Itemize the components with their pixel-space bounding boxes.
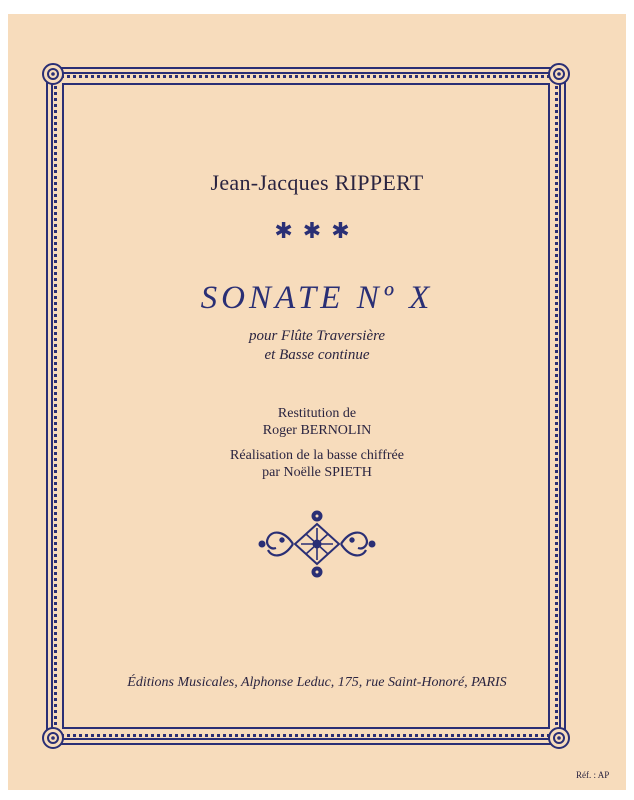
catalogue-reference: Réf. : AP bbox=[576, 770, 610, 780]
restitution-credit bbox=[0, 405, 634, 439]
corner-rosette-icon bbox=[546, 61, 572, 87]
asterism-divider: ✱✱✱ bbox=[274, 218, 360, 243]
corner-rosette-icon bbox=[40, 61, 66, 87]
realisation-credit bbox=[0, 447, 634, 481]
credit-line: Restitution de bbox=[277, 406, 357, 421]
publisher-imprint: Éditions Musicales, Alphonse Leduc, 175, rue Saint-Honoré, PARIS bbox=[127, 675, 507, 690]
corner-rosette-icon bbox=[546, 725, 572, 751]
credit-line: par Noëlle SPIETH bbox=[262, 465, 372, 480]
work-title: SONATE Nº X bbox=[200, 280, 434, 316]
instrumentation-line: pour Flûte Traversière bbox=[248, 328, 386, 344]
instrumentation bbox=[0, 327, 634, 365]
credit-line: Réalisation de la basse chiffrée bbox=[230, 448, 404, 463]
credit-line: Roger BERNOLIN bbox=[262, 423, 372, 438]
floral-ornament-icon bbox=[256, 508, 378, 580]
composer-name: Jean-Jacques RIPPERT bbox=[210, 170, 424, 195]
corner-rosette-icon bbox=[40, 725, 66, 751]
instrumentation-line: et Basse continue bbox=[264, 347, 370, 363]
